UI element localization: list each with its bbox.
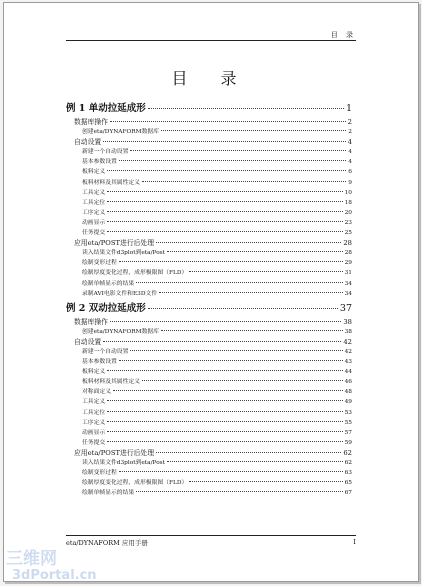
toc-label: 绘制变形过程 [82,260,117,267]
page-title: 目 录 [171,69,251,88]
toc-entry [66,268,352,278]
toc-entry [66,147,352,157]
toc-label: 板料材料及其属性定义 [82,179,140,186]
toc-page-number: 48 [344,389,352,396]
toc-entry [66,347,352,357]
toc-page-number: 31 [344,270,352,277]
toc-leader-dots [136,491,342,492]
toc-leader-dots [107,201,342,202]
toc-entry [66,327,352,337]
toc-label: 工序定义 [82,419,106,426]
toc-label: 新建一个自动设置 [82,348,129,355]
toc-label: 应用eta/POST进行后处理 [74,448,155,457]
toc-entry [66,258,352,268]
watermark-url: 3dPortal.cn [12,568,97,582]
toc-page-number: 57 [344,429,352,436]
toc-entry [66,279,352,289]
watermark-cn: 三维网 [6,549,57,569]
footer-page-number: I [353,538,356,546]
toc-entry [66,208,352,218]
toc-page-number: 46 [344,379,352,386]
toc-entry [66,377,352,387]
toc-page-number: 53 [344,409,352,416]
toc-page-number: 6 [348,169,352,176]
toc-leader-dots [189,481,342,482]
toc-page-number: 65 [344,480,352,487]
toc-page-number: 62 [343,448,352,457]
toc-page-number: 28 [343,239,352,248]
toc-page-number: 44 [344,369,352,376]
toc-label: 读入结果文件d3plot到eta/Post [82,460,165,466]
table-of-contents [66,99,352,498]
toc-entry [66,488,352,498]
toc-leader-dots [107,231,342,232]
toc-label: 例 1 单动拉延成形 [66,103,146,114]
toc-page-number: 38 [344,328,352,335]
toc-leader-dots [103,341,341,342]
toc-page-number: 20 [344,209,352,216]
toc-entry [66,178,352,188]
toc-leader-dots [148,308,338,309]
toc-label: 绘制变形过程 [82,470,117,477]
toc-leader-dots [136,282,342,283]
toc-page-number: 28 [344,250,352,257]
toc-label: 工具定义 [82,399,106,406]
toc-page-number: 59 [344,439,352,446]
toc-entry [66,248,352,258]
toc-label: 绘制厚度变化过程，成形极限图（FLD） [82,480,188,487]
toc-label: 工具定位 [82,199,106,206]
toc-page-number: 4 [348,149,352,156]
toc-page-number: 10 [344,189,352,196]
toc-label: 绘制厚度变化过程，成形极限图（FLD） [82,270,188,277]
toc-label: 任务提交 [82,230,106,237]
toc-section [66,317,352,327]
toc-page-number: 34 [344,280,352,287]
toc-leader-dots [130,350,342,351]
toc-leader-dots [103,141,345,142]
toc-label: 工具定位 [82,409,106,416]
toc-label: 基本参数设置 [82,159,117,166]
toc-label: 绘制单帧显示的结果 [82,490,135,497]
toc-chapter [66,301,352,317]
toc-entry [66,127,352,137]
toc-leader-dots [119,261,343,262]
toc-page-number: 1 [345,103,352,114]
toc-leader-dots [159,292,342,293]
toc-entry [66,458,352,468]
toc-leader-dots [156,452,341,453]
toc-page-number: 67 [344,490,352,497]
toc-page-number: 2 [348,129,352,136]
toc-label: 应用eta/POST进行后处理 [74,239,155,248]
footer-book-title: eta/DYNAFORM 应用手册 [66,539,148,547]
toc-page-number: 29 [344,260,352,267]
toc-section [66,137,352,147]
toc-chapter [66,101,352,117]
toc-leader-dots [142,380,343,381]
toc-entry [66,418,352,428]
toc-leader-dots [107,211,342,212]
toc-label: 读入结果文件d3plot到eta/Post [82,250,165,257]
toc-label: 数据库操作 [74,118,108,126]
watermark-logo [4,548,164,582]
toc-page-number: 18 [344,199,352,206]
page-header: 目 录 [66,30,356,41]
toc-leader-dots [110,121,346,122]
toc-page-number: 2 [347,118,352,126]
toc-label: 板料定义 [82,169,106,176]
toc-leader-dots [130,150,346,151]
toc-label: 录制AVI电影文件和E3D文件 [82,290,158,297]
toc-leader-dots [107,441,342,442]
toc-leader-dots [107,411,342,412]
toc-label: 自动设置 [74,138,102,147]
toc-page-number: 4 [348,159,352,166]
toc-entry [66,218,352,228]
toc-leader-dots [107,221,342,222]
toc-entry [66,357,352,367]
toc-label: 工具定义 [82,189,106,196]
toc-label: 任务提交 [82,439,106,446]
toc-section [66,448,352,458]
toc-entry [66,198,352,208]
toc-leader-dots [161,330,343,331]
toc-entry [66,397,352,407]
toc-entry [66,387,352,397]
toc-leader-dots [107,191,342,192]
toc-section [66,117,352,127]
toc-entry [66,478,352,488]
page-footer [66,535,356,547]
toc-entry [66,428,352,438]
toc-label: 自动设置 [74,337,102,346]
toc-leader-dots [119,471,343,472]
toc-page-number: 42 [344,348,352,355]
toc-entry [66,408,352,418]
toc-leader-dots [119,160,347,161]
toc-entry [66,228,352,238]
toc-leader-dots [110,321,341,322]
toc-label: 基本参数设置 [82,359,117,366]
toc-label: 板料定义 [82,369,106,376]
toc-page-number: 42 [343,337,352,346]
toc-leader-dots [189,271,342,272]
toc-leader-dots [148,108,344,109]
toc-leader-dots [107,170,346,171]
toc-page-number: 63 [344,470,352,477]
toc-leader-dots [119,360,343,361]
toc-entry [66,167,352,177]
toc-leader-dots [107,400,342,401]
toc-leader-dots [161,130,346,131]
toc-page-number: 34 [344,290,352,297]
toc-page-number: 4 [347,138,352,147]
toc-leader-dots [107,370,342,371]
toc-leader-dots [113,390,343,391]
toc-label: 创建eta/DYNAFORM数据库 [82,129,159,136]
toc-page-number: 25 [344,230,352,237]
toc-page-number: 43 [344,359,352,366]
toc-leader-dots [107,421,342,422]
toc-entry [66,438,352,448]
toc-label: 对称面定义 [82,389,111,396]
toc-page-number: 9 [348,179,352,186]
toc-page-number: 23 [344,219,352,226]
toc-label: 绘制单帧显示的结果 [82,280,135,287]
toc-leader-dots [142,181,346,182]
toc-label: 板料材料及其属性定义 [82,379,140,386]
toc-entry [66,468,352,478]
toc-leader-dots [156,242,341,243]
toc-label: 例 2 双动拉延成形 [66,302,146,314]
toc-entry [66,188,352,198]
toc-label: 数据库操作 [74,317,108,326]
toc-page-number: 37 [339,302,352,314]
toc-label: 工序定义 [82,209,106,216]
toc-entry [66,367,352,377]
toc-leader-dots [167,461,343,462]
toc-page-number: 55 [344,419,352,426]
toc-label: 动画显示 [82,429,106,436]
toc-page-number: 38 [343,317,352,326]
toc-page-number: 49 [344,399,352,406]
toc-leader-dots [107,431,342,432]
toc-label: 动画显示 [82,219,106,226]
toc-label: 新建一个自动设置 [82,149,129,156]
toc-entry [66,157,352,167]
toc-page-number: 62 [344,460,352,466]
toc-label: 创建eta/DYNAFORM数据库 [82,328,159,335]
document-page [3,2,419,582]
toc-section [66,238,352,248]
toc-section [66,337,352,347]
toc-entry [66,289,352,299]
toc-leader-dots [167,251,343,252]
